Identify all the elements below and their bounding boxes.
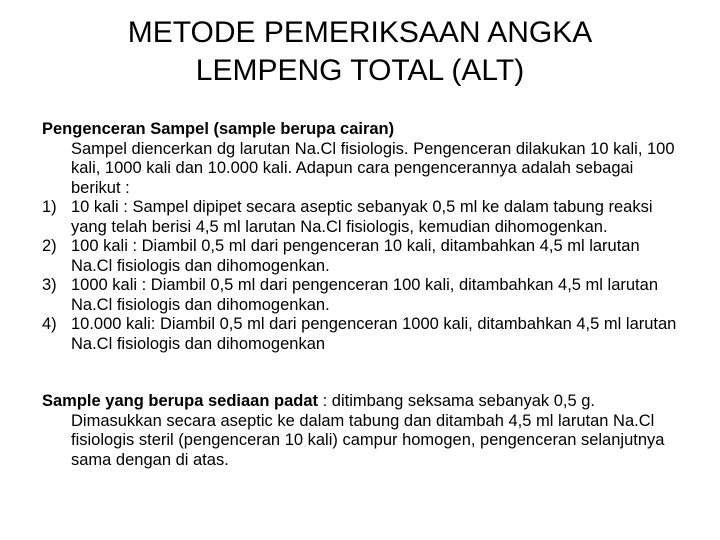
step-number: 4) xyxy=(42,315,57,333)
list-item xyxy=(42,315,682,354)
step-text: 100 kali : Diambil 0,5 ml dari pengenceran 10 kali, ditambahkan 4,5 ml larutan Na.Cl fisiologis dan dihomogenkan. xyxy=(71,237,640,275)
step-text: 1000 kali : Diambil 0,5 ml dari pengenceran 100 kali, ditambahkan 4,5 ml larutan Na.Cl fisiologis dan dihomogenkan. xyxy=(71,276,658,314)
list-item xyxy=(42,276,682,315)
title-line-2: LEMPENG TOTAL (ALT) xyxy=(195,54,525,87)
section-heading-cairan: Pengenceran Sampel (sample berupa cairan) xyxy=(42,120,395,138)
step-number: 2) xyxy=(42,237,57,255)
dilution-steps-list xyxy=(42,198,682,354)
step-text: 10.000 kali: Diambil 0,5 ml dari pengenceran 1000 kali, ditambahkan 4,5 ml larutan Na.Cl fisiologis dan dihomogenkan xyxy=(71,315,677,353)
slide-title xyxy=(40,14,680,90)
section-heading-padat: Sample yang berupa sediaan padat xyxy=(42,392,319,410)
title-line-1: METODE PEMERIKSAAN ANGKA xyxy=(127,16,593,49)
slide-body xyxy=(42,120,682,470)
section-padat-text: : ditimbang seksama sebanyak 0,5 g. Dimasukkan secara aseptic ke dalam tabung dan ditambah 4,5 ml larutan Na.Cl fisiologis steril (pengenceran 10 kali) campur homogen, pengenceran selanjutnya sama dengan di atas. xyxy=(71,392,665,469)
step-text: 10 kali : Sampel dipipet secara aseptic sebanyak 0,5 ml ke dalam tabung reaksi yang telah berisi 4,5 ml larutan Na.Cl fisiologis, kemudian dihomogenkan. xyxy=(71,198,653,236)
list-item xyxy=(42,198,682,237)
intro-paragraph: Sampel diencerkan dg larutan Na.Cl fisiologis. Pengenceran dilakukan 10 kali, 100 kali, 1000 kali dan 10.000 kali. Adapun cara pengencerannya adalah sebagai berikut : xyxy=(71,139,675,197)
step-number: 3) xyxy=(42,276,57,294)
step-number: 1) xyxy=(42,198,57,216)
spacer xyxy=(42,354,682,392)
section-padat xyxy=(42,392,682,470)
list-item xyxy=(42,237,682,276)
